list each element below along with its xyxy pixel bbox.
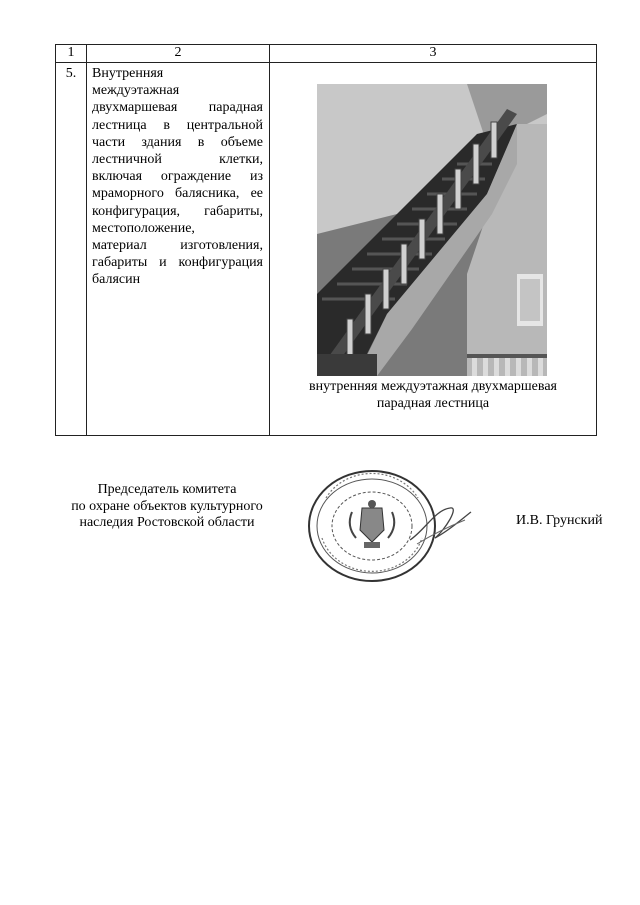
photo-caption-line: парадная лестница [376, 396, 490, 411]
description-line: междуэтажная [92, 83, 180, 99]
handwritten-signature [405, 500, 475, 550]
column-header-3: 3 [270, 45, 597, 63]
position-line: наследия Ростовской области [79, 515, 255, 530]
description-line: мраморного балясника, ее [92, 186, 263, 202]
photo-caption [270, 378, 596, 412]
signatory-position [57, 482, 277, 532]
table-row [56, 63, 597, 436]
photo-cell [270, 63, 597, 436]
description-line: лестница в центральной [92, 117, 263, 133]
description-line: лестничной клетки, [92, 152, 263, 168]
photo-caption-line: внутренняя междуэтажная двухмаршевая [309, 379, 557, 394]
position-line: Председатель комитета [97, 482, 237, 497]
row-description [87, 63, 270, 436]
table-header-row [56, 45, 597, 63]
staircase-photo [317, 84, 547, 376]
description-line: материал изготовления, [92, 238, 263, 254]
description-line: конфигурация, габариты, [92, 203, 263, 219]
signer-name: И.В. Грунский [516, 513, 603, 528]
description-line: балясин [92, 272, 141, 288]
row-number: 5. [56, 63, 87, 436]
position-line: по охране объектов культурного [71, 498, 263, 514]
description-line: включая ограждение из [92, 169, 263, 185]
description-line: местоположение, [92, 220, 195, 236]
objects-table [55, 44, 597, 436]
description-line: двухмаршевая парадная [92, 100, 263, 116]
column-header-1: 1 [56, 45, 87, 63]
description-line: габариты и конфигурация [92, 255, 263, 271]
description-line: Внутренняя [92, 66, 164, 81]
column-header-2: 2 [87, 45, 270, 63]
description-line: части здания в объеме [92, 134, 263, 150]
